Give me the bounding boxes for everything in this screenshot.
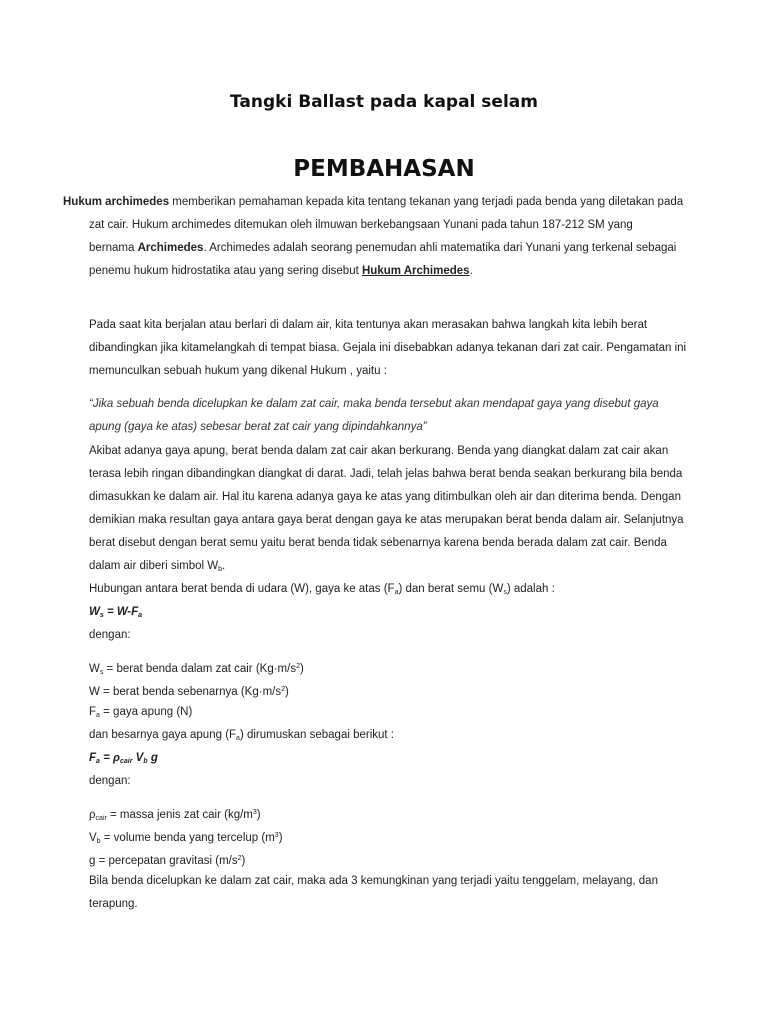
def-sym: W xyxy=(89,686,100,698)
def-sub: b xyxy=(96,838,101,845)
def-sup: 2 xyxy=(237,855,242,862)
observation-line-1: Pada saat kita berjalan atau berlari di dalam air, kita tentunya akan merasakan bahwa langkah kita lebih berat xyxy=(89,319,648,331)
formula2-v-sub: b xyxy=(143,758,148,765)
formula1-w: W xyxy=(89,606,100,618)
def-end: ) xyxy=(241,855,246,867)
formula1-rhs: = W-F xyxy=(103,606,139,618)
closing-line-1: Bila benda dicelupkan ke dalam zat cair, maka ada 3 kemungkinan yang terjadi yaitu tenggelam, melayang, dan xyxy=(89,875,658,887)
definition-vb xyxy=(89,824,699,847)
formula2-v: V xyxy=(132,752,144,764)
explanation-block xyxy=(89,440,699,916)
definition-w xyxy=(89,678,699,701)
term-hukum-archimedes: Hukum archimedes xyxy=(63,196,170,208)
def-text: = percepatan gravitasi (m/s xyxy=(95,855,238,867)
document-title: Tangki Ballast pada kapal selam xyxy=(230,92,538,112)
def-sup: 2 xyxy=(296,663,300,670)
definition-rho xyxy=(89,801,699,824)
intro-line-3-post: . Archimedes adalah seorang penemudan ahli matematika dari Yunani yang terkenal sebagai xyxy=(203,242,677,254)
definition-fa xyxy=(89,701,699,724)
definition-ws xyxy=(89,655,699,678)
def-sym: F xyxy=(89,706,97,718)
relation-pre: Hubungan antara berat benda di udara (W), gaya ke atas (F xyxy=(89,583,395,595)
explanation-line-4: demikian maka resultan gaya antara gaya berat dengan gaya ke atas merupakan berat benda dalam air. Selanjutnya xyxy=(89,514,684,526)
intro-line-1-text: memberikan pemahaman kepada kita tentang tekanan yang terjadi pada benda yang diletakan pada xyxy=(169,196,684,208)
buoyancy-pre: dan besarnya gaya apung (F xyxy=(89,729,237,741)
term-archimedes: Archimedes xyxy=(137,242,204,254)
def-sym: g xyxy=(89,855,96,867)
paragraph-intro xyxy=(63,191,688,283)
formula2-f: F xyxy=(89,752,97,764)
quote-line-1: “Jika sebuah benda dicelupkan ke dalam zat cair, maka benda tersebut akan mendapat gaya yang disebut gaya xyxy=(89,398,659,410)
explanation-line-1: Akibat adanya gaya apung, berat benda dalam zat cair akan berkurang. Benda yang diangkat dalam zat cair akan xyxy=(89,445,669,457)
symbol-text: dalam air diberi simbol W xyxy=(89,560,219,572)
intro-line-3 xyxy=(63,237,688,260)
def-sym: V xyxy=(89,832,97,844)
def-end: ) xyxy=(256,809,261,821)
def-text: = massa jenis zat cair (kg/m xyxy=(106,809,253,821)
def-sub: a xyxy=(96,712,100,719)
formula2-f-sub: a xyxy=(96,758,100,765)
def-text: = gaya apung (N) xyxy=(99,706,193,718)
definition-g xyxy=(89,847,699,870)
def-text: = berat benda sebenarnya (Kg·m/s xyxy=(99,686,282,698)
symbol-sub: b xyxy=(218,566,223,573)
explanation-line-2: terasa lebih ringan dibandingkan diangkat di darat. Jadi, telah jelas bahwa berat benda seakan berkurang bila benda xyxy=(89,468,683,480)
formula-apparent-weight xyxy=(89,601,699,624)
def-text: = berat benda dalam zat cair (Kg·m/s xyxy=(103,663,297,675)
def-sym: ρ xyxy=(89,809,96,821)
formula2-g: g xyxy=(147,752,158,764)
buoyancy-line xyxy=(89,724,699,747)
def-sub: s xyxy=(99,669,104,676)
observation-line-2: dibandingkan jika kitamelangkah di tempat biasa. Gejala ini disebabkan adanya tekanan dari zat cair. Pengamatan ini xyxy=(89,342,687,354)
intro-line-2: zat cair. Hukum archimedes ditemukan oleh ilmuwan berkebangsaan Yunani pada tahun 187-212 SM yang xyxy=(89,219,633,231)
formula-buoyant-force xyxy=(89,747,699,770)
section-heading: PEMBAHASAN xyxy=(293,156,475,182)
relation-post: ) adalah : xyxy=(506,583,555,595)
intro-line-4-pre: penemu hukum hidrostatika atau yang sering disebut xyxy=(89,265,362,277)
relation-line xyxy=(89,578,699,601)
def-end: ) xyxy=(278,832,283,844)
relation-sub-s: s xyxy=(503,589,507,596)
symbol-end: . xyxy=(222,560,226,572)
dengan-label-1: dengan: xyxy=(89,629,131,641)
observation-line-3: memunculkan sebuah hukum yang dikenal Hukum , yaitu : xyxy=(89,365,387,377)
intro-line-1 xyxy=(63,196,683,208)
relation-sub-a: a xyxy=(394,589,399,596)
def-sub: cair xyxy=(95,815,107,822)
def-text: = volume benda yang tercelup (m xyxy=(100,832,275,844)
formula2-rho: = ρ xyxy=(99,752,121,764)
explanation-line-6 xyxy=(89,555,699,578)
formula2-rho-sub: cair xyxy=(120,758,133,765)
buoyancy-post: ) dirumuskan sebagai berikut : xyxy=(239,729,395,741)
archimedes-quote xyxy=(89,393,689,439)
hukum-archimedes-link[interactable]: Hukum Archimedes xyxy=(361,265,470,277)
relation-mid: ) dan berat semu (W xyxy=(398,583,504,595)
def-sym: W xyxy=(89,663,100,675)
def-end: ) xyxy=(299,663,304,675)
buoyancy-sub: a xyxy=(236,735,240,742)
quote-line-2: apung (gaya ke atas) sebesar berat zat cair yang dipindahkannya” xyxy=(89,421,427,433)
explanation-line-3: dimasukkan ke dalam air. Hal itu karena adanya gaya ke atas yang ditimbulkan oleh air dan diterima benda. Dengan xyxy=(89,491,681,503)
closing-line-2: terapung. xyxy=(89,898,138,910)
formula1-f-sub: a xyxy=(138,612,143,619)
def-sup: 3 xyxy=(252,809,257,816)
paragraph-observation xyxy=(89,314,689,383)
def-sup: 3 xyxy=(274,832,279,839)
formula1-w-sub: s xyxy=(99,612,104,619)
dengan-label-2: dengan: xyxy=(89,775,131,787)
def-end: ) xyxy=(285,686,289,698)
explanation-line-5: berat disebut dengan berat semu yaitu berat benda tidak sebenarnya karena benda berada dalam zat cair. Benda xyxy=(89,537,667,549)
def-sup: 2 xyxy=(281,686,285,693)
intro-line-4 xyxy=(63,260,688,283)
intro-line-4-post: . xyxy=(469,265,473,277)
intro-line-3-pre: bernama xyxy=(89,242,138,254)
